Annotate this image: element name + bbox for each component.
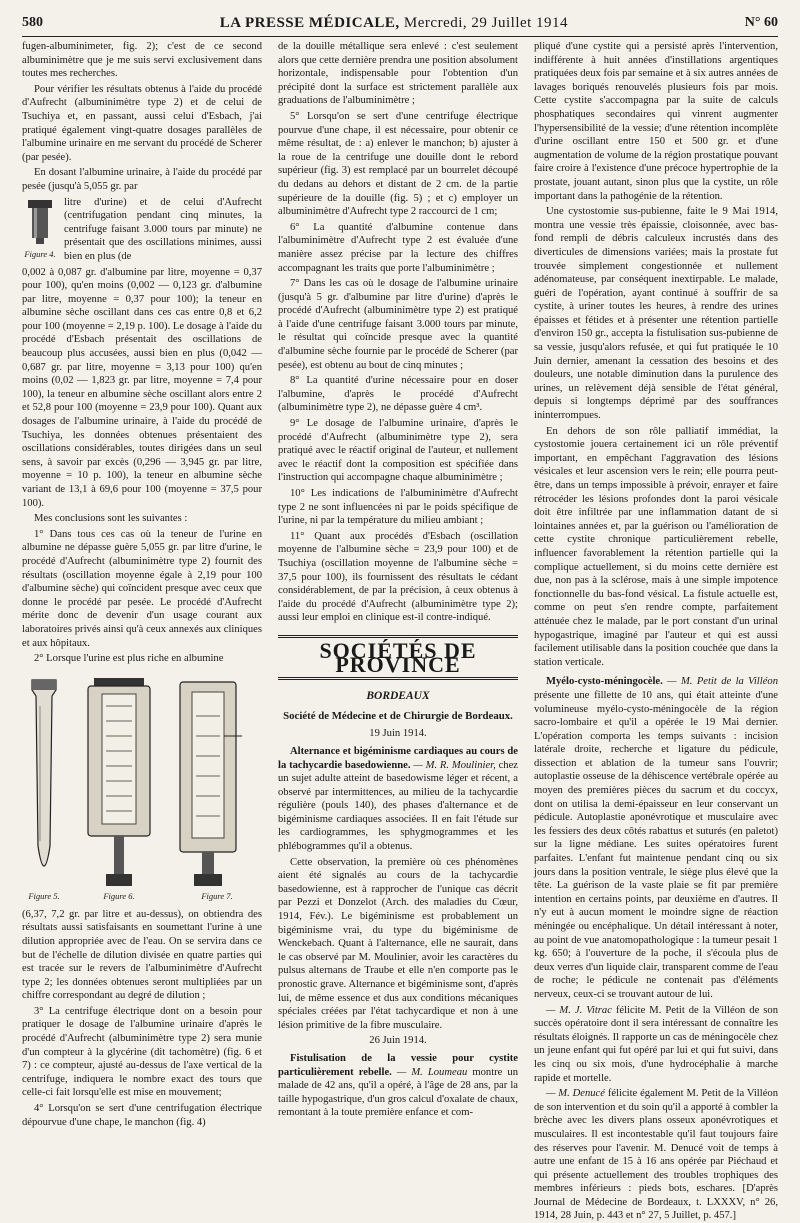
paragraph: 1° Dans tous ces cas où la teneur de l'urine en albumine ne dépasse guère 5,055 gr. par litre d'urine, le procédé d'Aufrecht (albuminimètre type 2) fournit des résultats (oscillation moyenne égale à 2,19 pour 100 d'albumine sèche) qui coïncident presque avec ceux que donne le procédé par pesée. Le procédé d'Aufrecht mérite donc de devenir d'un usage courant aux laboratoires privés ainsi qu'à ceux annexés aux cliniques et aux hôpitaux. bbox=[22, 528, 262, 649]
paragraph: 6° La quantité d'albumine contenue dans l'albuminimètre d'Aufrecht type 2 est évaluée d'une manière assez précise par la lecture des chiffres accompagnant les traits que porte l'albuminimètre ; bbox=[278, 221, 518, 274]
figure-4-caption: Figure 4. bbox=[24, 248, 56, 259]
paragraph: de la douille métallique sera enlevé : c'est seulement alors que cette dernière prendra une position absolument horizontale, indispensable pour l'obtention d'un précipité dont la surface est strictement parallèle aux graduations de l'albuminimètre ; bbox=[278, 41, 518, 107]
article-author: — M. Petit de la Villéon bbox=[667, 676, 778, 688]
article-paragraph bbox=[534, 675, 778, 1001]
session-date: 19 Juin 1914. bbox=[369, 728, 427, 740]
article-text: chez un sujet adulte atteint de basedowisme léger et récent, a observé par intermittences, au milieu de la tachycardie régulière (pouls 140), des phases d'alternance et de bigéminisme cardiaques associées. Il en fait l'étude sur les cardiogrammes, les sphygmogrammes et les phlébogrammes qu'il a obtenus. bbox=[278, 759, 518, 853]
paragraph: 5° Lorsqu'on se sert d'une centrifuge électrique pourvue d'une chape, il est nécessaire, pour obtenir ce même résultat, de : a) enlever le manchon; b) ajuster à la roue de la centrifuge une douille dont le rebord supérieur (fig. 3) est remplacé par un bourrelet découpé du dedans au dehors et distant de 2 cm. de la partie supérieure de la douille (fig. 5) ; et c) employer un albuminimètre d'Aufrecht type 2 raccourci de 1 cm; bbox=[278, 110, 518, 218]
paragraph: 4° Lorsqu'on se sert d'une centrifugation électrique dépourvue d'une chape, le manchon (fig. 4) bbox=[22, 1103, 262, 1128]
article-author: — M. Loumeau bbox=[396, 1066, 468, 1078]
albuminimeter-tube-illustration bbox=[22, 676, 66, 890]
article-author: — M. R. Moulinier, bbox=[413, 759, 496, 771]
paragraph: 2° Lorsque l'urine est plus riche en albumine bbox=[34, 653, 224, 665]
figure-4 bbox=[22, 196, 58, 264]
article-paragraph bbox=[278, 745, 518, 854]
tachometer-illustration bbox=[76, 676, 162, 890]
article-paragraph bbox=[278, 1052, 518, 1120]
column-2 bbox=[278, 40, 519, 1119]
article-text: félicite M. Petit de la Villéon de son succès opératoire dont il sera intéressant de connaître les résultats éloignés. Il rapporte un cas de méningocèle chez un jeune enfant qui fut opéré par lui et qui fut suivi, dans les cinq ou six mois, d'une hydrocéphalie à marche rapide et mortelle. bbox=[534, 1004, 779, 1084]
article-title: Alternance et bigéminisme cardiaques au cours de la tachycardie basedowienne. bbox=[278, 745, 518, 771]
figure-4-wrap-text bbox=[64, 196, 262, 264]
paragraph: 10° Les indications de l'albuminimètre d'Aufrecht type 2 ne sont influencées ni par le poids spécifique de l'urine, ni par la température du milieu ambiant ; bbox=[278, 488, 518, 527]
paragraph: En dehors de son rôle palliatif immédiat, la cystostomie jouera certainement ici un rôle préventif important, en empêchant l'aggravation des lésions vésicales et leur ascension vers le rein; elle pourra peut-être, dans un temps impossible à prévoir, enrayer et faire rétrocéder les lésions profondes dont la paroi vésicale doit être infiltrée par une inflammation datant de si lointaines années et, par la guérison ou l'amélioration de cette cystite chronique particulièrement rebelle, influencer favorablement la rétention partielle qui la complique actuellement, si du moins cette dernière est due, non pas à la sclérose, mais à une simple impotence fonctionnelle du bas-fond vésical. La fistule actuelle est, comme on peut s'en rendre compte, parfaitement atténuée chez le malade, par le port constant d'un urinal hypogastrique, imaginé par l'auteur et qui est aussi facilement utilisable dans la position couchée que dans la station verticale. bbox=[534, 425, 778, 668]
paragraph: Mes conclusions sont les suivantes : bbox=[34, 513, 188, 525]
paragraph: Cette observation, la première où ces phénomènes aient été signalés au cours de la tachycardie basedowienne, est à rapprocher de l'unique cas décrit par Pezzi et Donzelot (Arch. des maladies du Cœur, 1914, Fév.). Le bigéminisme est probablement un bigéminisme vrai, du type du bigéminisme de Wenckebach. Quant à l'alternance, elle ne saurait, dans le cas observé par M. Moulinier, avoir les caractères du pulsus alternans de Traube et elle n'en comporte pas le pronostic grave. Alternance et bigéminisme sont, d'après lui, de même essence et dus aux conditions mécaniques spéciales créées par l'état tachycardique et non à une lésion primitive de la fibre musculaire. bbox=[278, 856, 518, 1031]
paragraph: litre d'urine) et de celui d'Aufrecht (centrifugation pendant cinq minutes, la centrifuge faisant 3.000 tours par minute) ne présentait que des oscillations minimes, aussi bien en plus (de bbox=[64, 196, 262, 262]
tachometer-mounted-illustration bbox=[172, 676, 262, 890]
society-heading: Société de Médecine et de Chirurgie de Bordeaux. bbox=[283, 709, 513, 722]
paragraph: 7° Dans les cas où le dosage de l'albumine urinaire (jusqu'à 5 gr. d'albumine par litre d'urine) d'après le procédé d'Aufrecht (albuminimètre type 2) est pratiqué à l'aide d'une centrifuge faisant 3.000 tours par minute, le résultat qui coïncide presque avec la quantité d'albumine sèche fournie par le procédé de Scherer (par pesée), est obtenu au bout de cinq minutes ; bbox=[278, 278, 518, 371]
paragraph: 8° La quantité d'urine nécessaire pour en doser l'albumine, d'après le procédé d'Aufrecht (albuminimètre type 2), ne dépasse guère 4 cm³. bbox=[278, 375, 518, 414]
paragraph: 0,002 à 0,087 gr. d'albumine par litre, moyenne = 0,37 pour 100), qu'en moins (0,002 — 0,123 gr. d'albumine par litre, moyenne = 0,37 pour 100); la teneur en albumine sèche oscillant dans ces cas entre 0,8 et 6,2 pour 100 (moyenne = 2,19 p. 100). Le dosage à l'aide du procédé d'Esbach présentait des oscillations de beaucoup plus accusées, aussi bien en plus (0,042 — 0,687 gr. par litre, moyenne = 3,13 pour 100) qu'en moins (0,02 — 1,823 gr. par litre, moyenne = 7,4 pour 100), la teneur en albumine sèche oscillant alors entre 2 et 52,8 pour 100 (moyenne = 23,9 pour 100). Quant aux dosages de l'albumine urinaire, à l'aide du procédé de Tsuchiya, les données obtenues présentaient des oscillations considérables, toutes dirigées dans un seul sens, à savoir par excès (0,296 — 3,945 gr. par litre, moyenne = 10 p. 100), la teneur en albumine sèche variant de 13,1 à 69,6 pour 100 (moyenne = 37,5 pour 100). bbox=[22, 266, 262, 509]
section-title: SOCIÉTÉS DE PROVINCE bbox=[278, 635, 518, 680]
city-heading: BORDEAUX bbox=[366, 690, 430, 703]
paragraph: pliqué d'une cystite qui a persisté après l'intervention, indifférente à huit années d'instillations argentiques pratiquées deux fois par semaine et à six autres années de lavages boriqués renouvelés plusieurs fois par mois. Cette cystite s'accompagna par la suite de calculs phosphatiques secondaires qui vinrent augmenter l'hypersensibilité de la vessie; d'une rétention incomplète d'urine oscillant entre 150 et 500 gr. et d'une augmentation de volume de la région prostatique pouvant faire croire à l'existence d'une précoce hypertrophie de la prostate, jouant autant, sinon plus que la cystite, un rôle important dans la pathogénie de la rétention. bbox=[534, 41, 778, 202]
article-paragraph bbox=[534, 1087, 778, 1223]
article-paragraph bbox=[534, 1004, 778, 1086]
paragraph: 3° La centrifuge électrique dont on a besoin pour pratiquer le dosage de l'albumine urinaire d'après le procédé d'Aufrecht (albuminimètre type 2) sera munie d'un compteur à la glycérine (dit tachomètre) (fig. 6 et 7) : ce compteur, ajusté au-dessus de l'axe vertical de la centrifuge, indiquera le nombre exact des tours que celle-ci fait lorsqu'elle est mise en mouvement; bbox=[22, 1005, 262, 1099]
paragraph: fugen-albuminimeter, fig. 2); c'est de ce second albuminimètre que je me suis servi exclusivement dans toutes mes recherches. bbox=[22, 41, 262, 80]
figure-4-block bbox=[22, 196, 262, 264]
article-title: Fistulisation de la vessie pour cystite particulièrement rebelle. bbox=[278, 1052, 518, 1078]
article-text: présente une fillette de 10 ans, qui était atteinte d'une volumineuse myélo-cysto-méningocèle de la région sacro-lombaire et qu'il a opérée le 19 Mai dernier. L'opération comporta les temps suivants : incision latérale droite, recherche et ligature du pédicule, dissection et ablation de la tumeur sans l'ouvrir; autoplastie osseuse de la déhiscence vertébrale opérée au moyen des premières pièces du sacrum et du coccyx, dont on utilisa la demi-épaisseur en leur conservant un pédicule. Autoplastie aponévrotique et musculaire avec les fessiers des deux côtés rabattus et suturés (en paletot) sur la ligne médiane. Les suites opératoires furent parfaites. L'enfant fut maintenue pendant cinq ou six jours dans la position ventrale, le siège plus élevé que la tête. La guérison de la vaste plaie se fit par première intention en certains points, par deuxième en d'autres. Il n'y eut à aucun moment le moindre signe de réaction méningée ou encéphalique. Un détail intéressant à noter, au point de vue anatomopathologique : la tumeur pesait 1 kg. 650; à l'ouverture de la poche, il s'écoula plus de deux verres d'un liquide clair, transparent comme de l'eau de roche; le pédicule ne contenait pas d'éléments nerveux, ceux-ci se trouvant autour de lui. bbox=[534, 689, 778, 1000]
figure-6-caption: Figure 6. bbox=[103, 891, 135, 902]
journal-name: LA PRESSE MÉDICALE, bbox=[219, 14, 400, 31]
paragraph: 11° Quant aux procédés d'Esbach (oscillation moyenne de l'albumine sèche = 23,9 pour 100) et de Tsuchiya (oscillation moyenne de l'albumine sèche = 37,5 pour 100), ils fournissent des résultats le cédant considérablement, de par la précision, à ceux obtenus à l'aide du procédé d'Aufrecht (albuminimètre type 2); aussi leur emploi en clinique est-il contre-indiqué. bbox=[278, 530, 518, 624]
issue-date: Mercredi, 29 Juillet 1914 bbox=[403, 14, 569, 31]
issue-number: N° 60 bbox=[744, 15, 778, 30]
centrifuge-sleeve-illustration bbox=[24, 196, 56, 248]
article-title: Myélo-cysto-méningocèle. bbox=[546, 676, 663, 688]
page-header bbox=[22, 10, 778, 37]
column-1 bbox=[22, 40, 262, 1128]
article-text: félicite également M. Petit de la Villéon de son intervention et du soin qu'il a apporté à combler la brèche avec les divers plans osseux aponévrotiques et musculaires. Il est incontestable qu'il faut toujours faire des réserves pour l'avenir. M. Denucé voit de temps à autre une enfant de 15 à 16 ans opérée par Piéchaud et qui présente actuellement des troubles trophiques des membres inférieurs : pieds bots, eschares. [D'après Journal de Médecine de Bordeaux, t. LXXXV, n° 26, 1914, 28 Juin, p. 443 et n° 27, 5 Juillet, p. 457.] bbox=[534, 1088, 778, 1222]
figure-7 bbox=[172, 676, 262, 904]
figure-6 bbox=[76, 676, 162, 904]
paragraph: 9° Le dosage de l'albumine urinaire, d'après le procédé d'Aufrecht (albuminimètre type 2), sera pratiqué avec le réactif original de l'auteur, et nullement avec le réactif dont la composition est spécifiée dans l'instruction qui accompagne chaque albuminimètre ; bbox=[278, 418, 518, 484]
paragraph: (6,37, 7,2 gr. par litre et au-dessus), on obtiendra des résultats aussi satisfaisants en soumettant l'urine à une dilution appropriée avec de l'eau. On se servira dans ce but de l'échelle de dilution divisée en quatre parties qui est tracée sur le revers de l'albuminimètre d'Aufrecht type 2; les données obtenues seront multipliées par un chiffre correspondant au degré de dilution ; bbox=[22, 908, 262, 1002]
figure-5 bbox=[22, 676, 66, 904]
column-3 bbox=[534, 40, 779, 1222]
page-number: 580 bbox=[22, 15, 43, 30]
running-title bbox=[220, 15, 568, 32]
figure-5-caption: Figure 5. bbox=[28, 891, 60, 902]
paragraph: En dosant l'albumine urinaire, à l'aide du procédé par pesée (jusqu'à 5,055 gr. par bbox=[22, 167, 262, 192]
paragraph: Pour vérifier les résultats obtenus à l'aide du procédé d'Aufrecht (albuminimètre type 2) et de celui de Tsuchiya et, en passant, aussi celui d'Esbach, j'ai pratiqué également vingt-quatre dosages parallèles de l'albumine urinaire en me servant du procédé de Scherer (par pesée). bbox=[22, 83, 262, 163]
article-text: montre un malade de 42 ans, qu'il a opéré, à l'âge de 28 ans, par la taille hypogastrique, d'un gros calcul d'oxalate de chaux, remontant à la toute première enfance et com- bbox=[278, 1066, 519, 1119]
article-author: — M. J. Vitrac bbox=[546, 1004, 612, 1016]
session-date: 26 Juin 1914. bbox=[369, 1035, 427, 1047]
paragraph: Une cystostomie sus-pubienne, faite le 9 Mai 1914, montra une vessie très épaissie, cloisonnée, avec bas-fond rempli de débris calculeux incrustés dans des diverticules de dimensions variées; mais la prostate fut trouvée simplement congestionnée et nullement adénomateuse, par conséquent inextirpable. Le malade, guéri de l'opération, ayant continué à souffrir de sa cystite, à uriner toutes les heures, à rendre des urines épaisses et fétides et à présenter une rétention partielle d'environ 150 gr., accepta la fistulisation sus-pubienne de sa vessie, jusqu'alors refusée, et qui fut pratiquée le 10 Juin dernier, amenant la cessation des besoins et des douleurs, une notable diminution dans la purulence des urines, un relèvement déjà sensible de l'état général, depuis si longtemps déprimé par des souffrances ininterrompues. bbox=[534, 206, 778, 422]
article-author: — M. Denucé bbox=[546, 1088, 605, 1100]
figure-7-caption: Figure 7. bbox=[201, 891, 233, 902]
figures-5-6-7 bbox=[22, 672, 262, 904]
